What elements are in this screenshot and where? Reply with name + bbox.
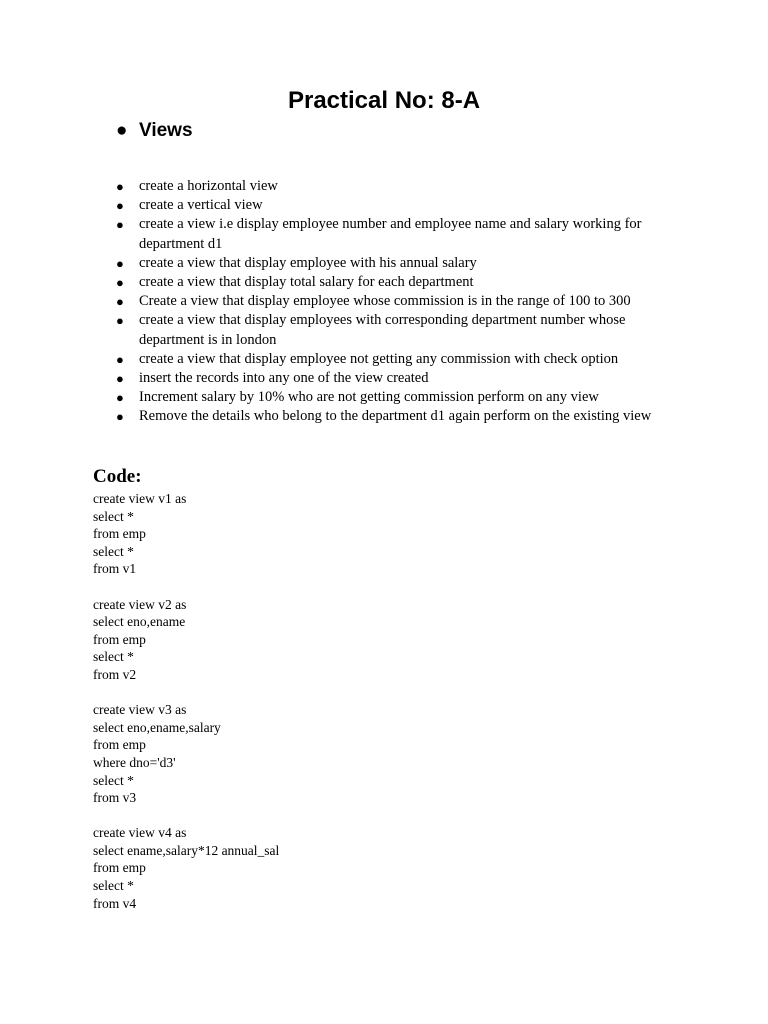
task-item	[116, 292, 686, 311]
code-line: select eno,ename	[93, 614, 186, 630]
code-block	[93, 490, 279, 930]
bullet-icon: ●	[116, 351, 124, 367]
code-line: select *	[93, 543, 134, 559]
code-line: create view v4 as	[93, 825, 187, 841]
code-line: select *	[93, 649, 134, 665]
code-line: select *	[93, 878, 134, 894]
bullet-icon: ●	[116, 294, 124, 310]
task-text: Increment salary by 10% who are not getting commission perform on any view	[139, 389, 599, 406]
bullet-icon: ●	[116, 120, 128, 141]
code-line: select eno,ename,salary	[93, 719, 221, 735]
code-line: from v1	[93, 561, 137, 577]
code-line: select *	[93, 772, 134, 788]
task-text: create a view that display total salary for each department	[139, 274, 474, 291]
bullet-icon: ●	[116, 313, 124, 329]
code-line: from v4	[93, 895, 137, 911]
task-item	[116, 215, 686, 253]
task-text: create a view that display employees with corresponding department number whose department is in london	[139, 312, 626, 348]
code-line: from v3	[93, 790, 137, 806]
code-line: from v2	[93, 666, 137, 682]
task-text: create a horizontal view	[139, 178, 278, 194]
task-item	[116, 369, 686, 388]
code-line: from emp	[93, 526, 146, 542]
section-heading: Views	[139, 120, 193, 141]
code-line: from emp	[93, 737, 146, 753]
task-text: Create a view that display employee whose commission is in the range of 100 to 300	[139, 293, 631, 310]
code-line: from emp	[93, 860, 146, 876]
task-item	[116, 311, 686, 349]
bullet-icon: ●	[116, 255, 124, 271]
bullet-icon: ●	[116, 409, 124, 425]
code-group	[93, 490, 279, 578]
code-group	[93, 596, 279, 684]
bullet-icon: ●	[116, 198, 124, 214]
task-text: create a vertical view	[139, 197, 263, 214]
task-text: create a view that display employee not getting any commission with check option	[139, 350, 619, 367]
task-item	[116, 196, 686, 215]
bullet-icon: ●	[116, 217, 124, 233]
code-line: create view v3 as	[93, 702, 187, 718]
bullet-icon: ●	[116, 371, 124, 387]
task-item	[116, 177, 686, 196]
page-title: Practical No: 8-A	[287, 87, 481, 114]
code-group	[93, 824, 279, 912]
task-text: insert the records into any one of the view created	[139, 370, 429, 387]
code-line: select ename,salary*12 annual_sal	[93, 842, 280, 858]
bullet-icon: ●	[116, 275, 124, 291]
task-list	[116, 177, 686, 427]
task-text: create a view that display employee with his annual salary	[139, 254, 477, 271]
bullet-icon: ●	[116, 390, 124, 406]
code-group	[93, 701, 279, 807]
task-text: Remove the details who belong to the department d1 again perform on the existing view	[139, 408, 652, 425]
task-item	[116, 388, 686, 407]
code-line: where dno='d3'	[93, 754, 176, 770]
task-item	[116, 273, 686, 292]
code-line: select *	[93, 508, 134, 524]
task-item	[116, 407, 686, 426]
code-line: from emp	[93, 631, 146, 647]
code-line: create view v2 as	[93, 596, 187, 612]
task-text: create a view i.e display employee number and employee name and salary working for department d1	[139, 216, 642, 252]
task-item	[116, 254, 686, 273]
section-item-views	[116, 118, 193, 144]
task-item	[116, 350, 686, 369]
code-heading: Code:	[93, 466, 142, 487]
bullet-icon: ●	[116, 179, 124, 194]
code-line: create view v1 as	[93, 491, 187, 506]
section-list	[116, 118, 193, 144]
